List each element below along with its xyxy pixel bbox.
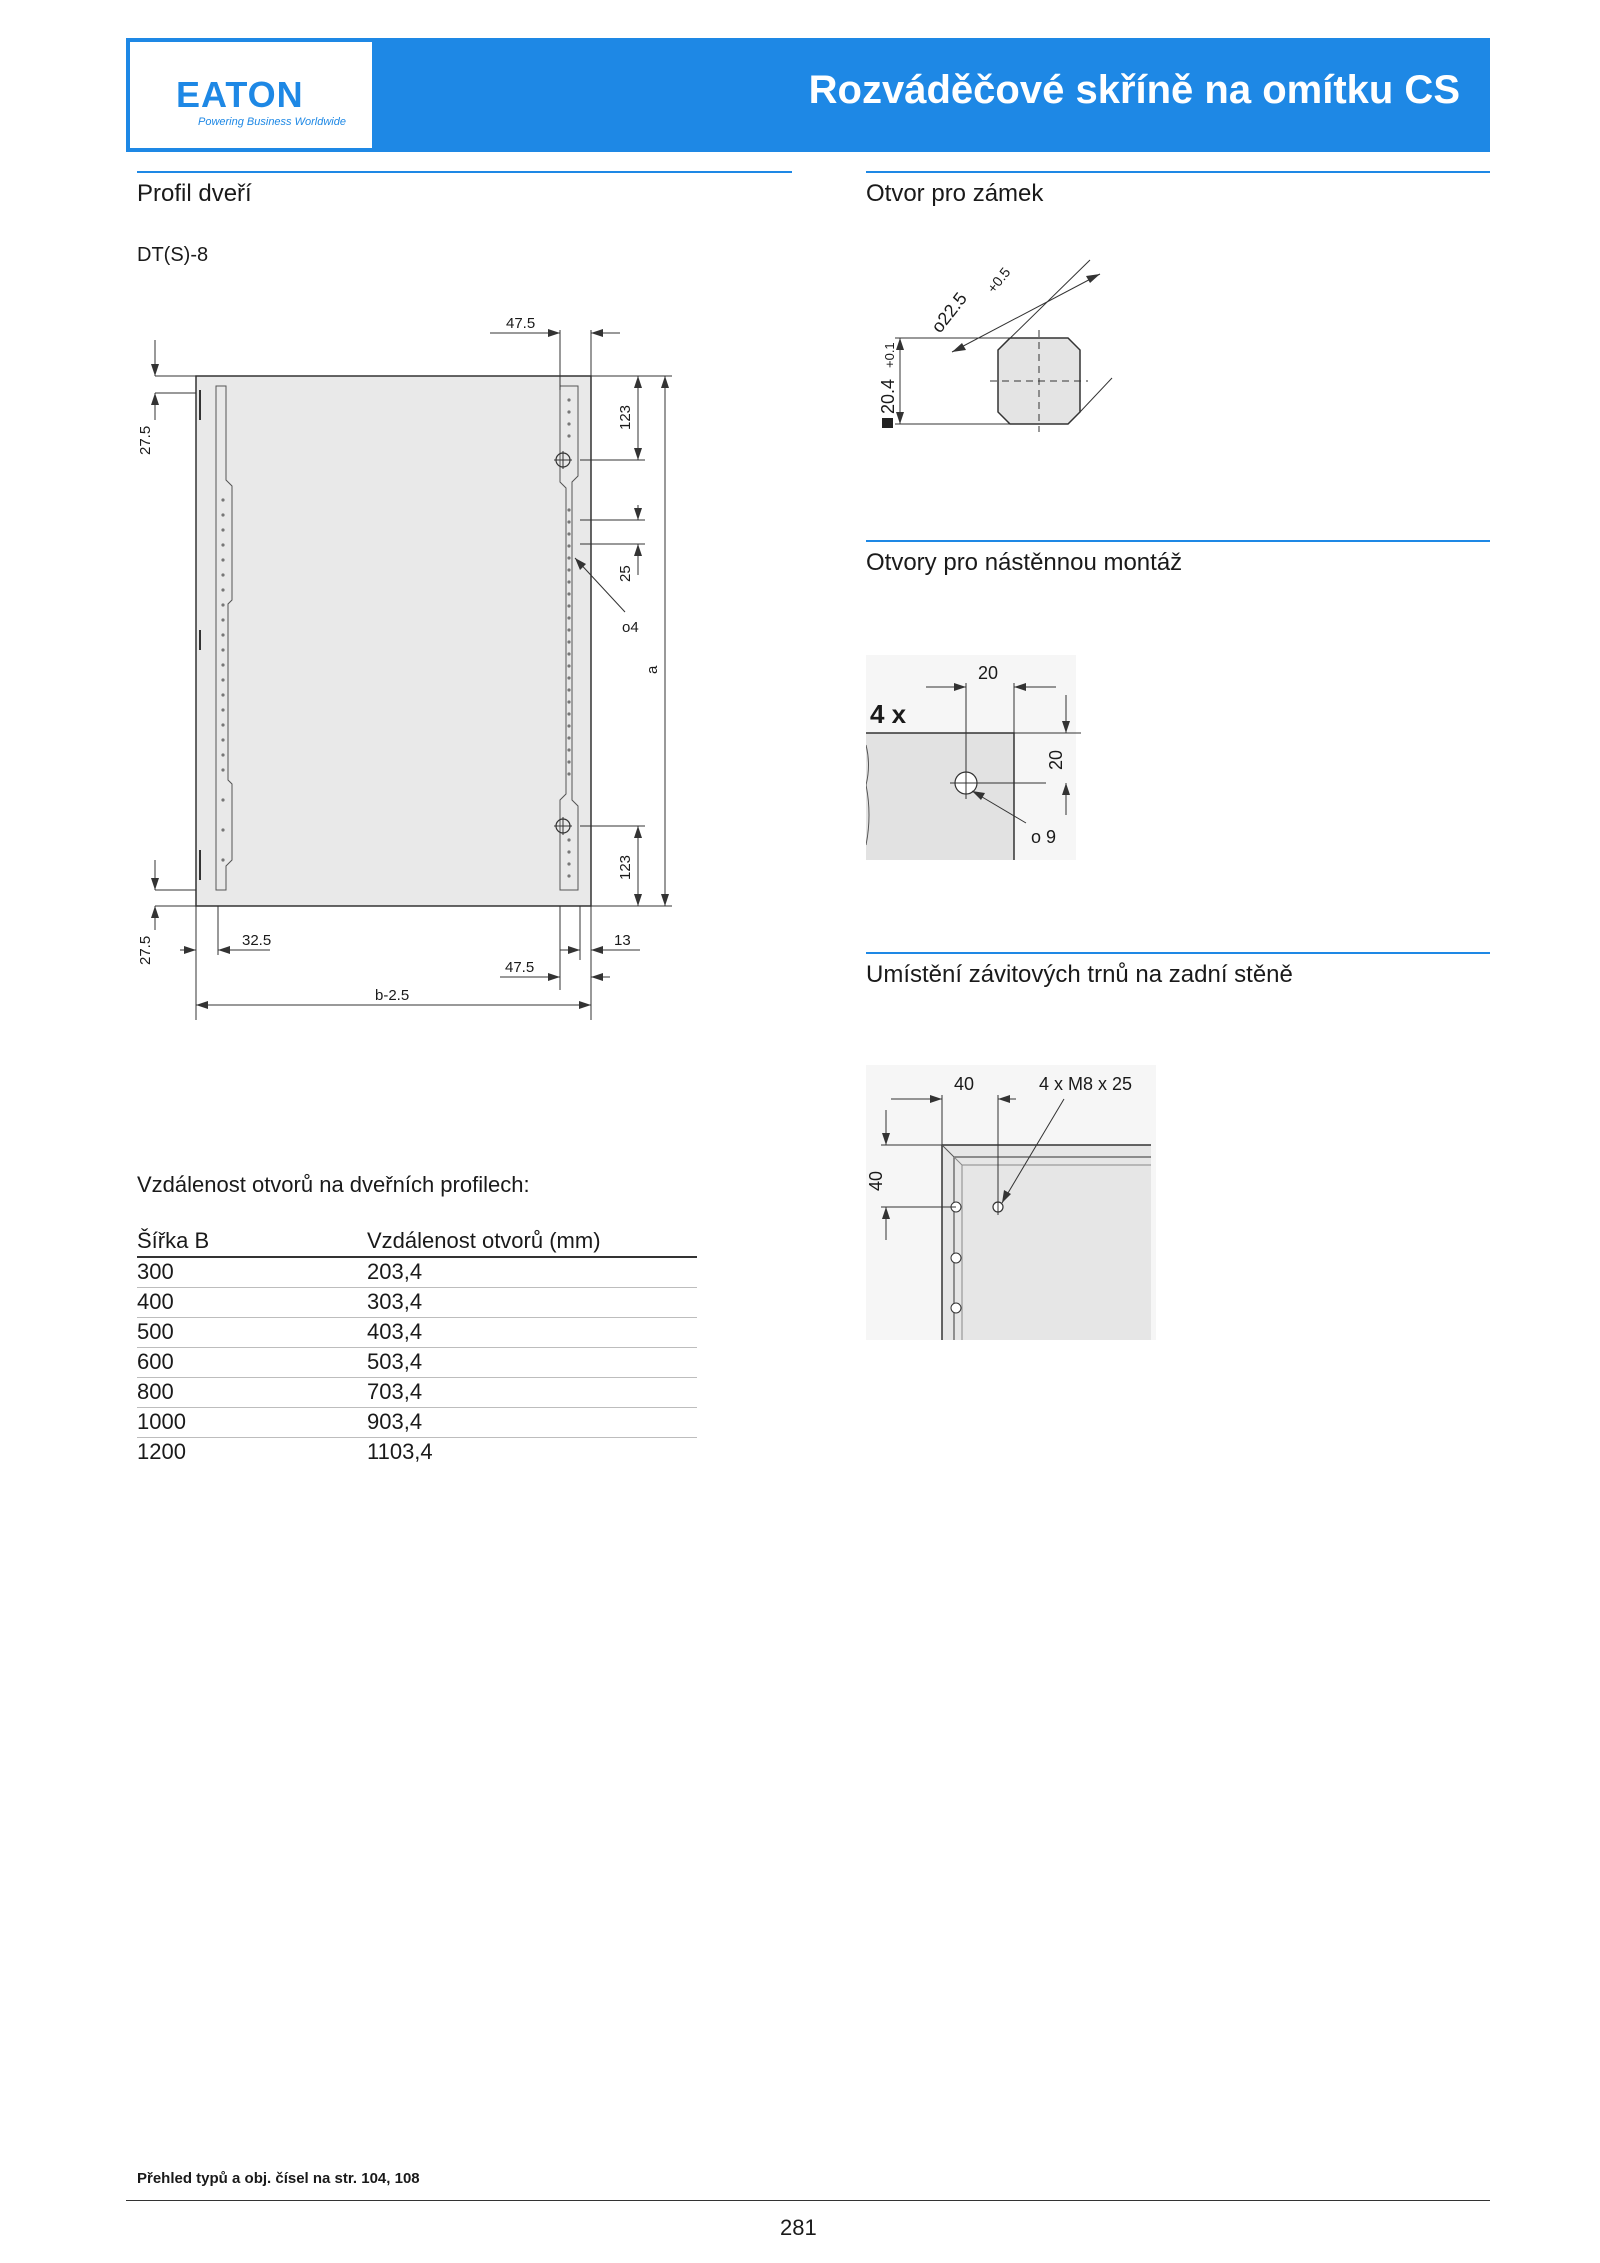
table-row <box>137 1378 697 1408</box>
dim-bottom-offset: 47.5 <box>505 959 535 976</box>
dim-left-lower: 27.5 <box>137 935 154 965</box>
lock-height: 20.4 <box>878 378 898 414</box>
hole-spacing-table <box>137 1228 697 1467</box>
page-title: Rozváděčové skříně na omítku CS <box>808 68 1460 112</box>
table-cell: 400 <box>137 1288 367 1318</box>
dim-height: a <box>644 665 661 674</box>
dim-right-edge: 13 <box>614 932 631 949</box>
table-cell: 503,4 <box>367 1348 697 1378</box>
table-cell: 800 <box>137 1378 367 1408</box>
dim-step: 25 <box>617 565 634 582</box>
table-row <box>137 1348 697 1378</box>
table-cell: 1200 <box>137 1439 186 1464</box>
wall-mount-drawing <box>866 655 1086 865</box>
page-header <box>126 38 1490 152</box>
dim-right-upper: 123 <box>617 404 634 430</box>
section-rule-wall-mount <box>866 540 1490 542</box>
door-profile-drawing <box>120 300 680 1020</box>
section-title-studs: Umístění závitových trnů na zadní stěně <box>866 961 1293 988</box>
dim-width: b-2.5 <box>375 987 410 1004</box>
eaton-logo <box>130 42 372 148</box>
footnote: Přehled typů a obj. čísel na str. 104, 108 <box>137 2170 420 2187</box>
door-profile-type: DT(S)-8 <box>137 244 209 266</box>
table-row <box>137 1288 697 1318</box>
table-header-row <box>137 1228 697 1257</box>
table-cell: 300 <box>137 1257 367 1288</box>
wall-mount-hole: o 9 <box>1031 827 1057 847</box>
section-title-lock: Otvor pro zámek <box>866 180 1044 207</box>
wall-mount-dim-h: 20 <box>978 663 999 683</box>
lock-diameter: o22.5 <box>927 288 971 337</box>
table-cell: 1000 <box>137 1408 367 1438</box>
column-header: Vzdálenost otvorů (mm) <box>367 1228 697 1257</box>
table-row <box>137 1318 697 1348</box>
wall-mount-dim-v: 20 <box>1046 749 1066 770</box>
footer-rule <box>126 2200 1490 2201</box>
wall-mount-count: 4 x <box>870 699 907 729</box>
table-cell: 500 <box>137 1318 367 1348</box>
table-cell: 203,4 <box>367 1257 697 1288</box>
table-cell: 600 <box>137 1348 367 1378</box>
lock-hole-drawing <box>860 250 1120 450</box>
page-number: 281 <box>780 2215 817 2240</box>
section-rule-lock <box>866 171 1490 173</box>
table-cell: 1103,4 <box>367 1439 433 1464</box>
studs-dim-h: 40 <box>954 1074 975 1094</box>
lock-height-tol: +0.1 <box>882 342 897 368</box>
dim-right-lower: 123 <box>617 854 634 880</box>
dim-left-inner: 32.5 <box>242 932 272 949</box>
studs-drawing <box>866 1065 1156 1345</box>
lock-diameter-tol: +0.5 <box>983 264 1014 296</box>
table-row <box>137 1408 697 1438</box>
dim-hole: o4 <box>622 619 639 636</box>
logo-tagline: Powering Business Worldwide <box>198 116 346 128</box>
hole-spacing-title: Vzdálenost otvorů na dveřních profilech: <box>137 1172 530 1197</box>
studs-label: 4 x M8 x 25 <box>1039 1074 1133 1094</box>
table-cell: 703,4 <box>367 1378 697 1408</box>
table-row <box>137 1257 697 1288</box>
section-title-door-profile: Profil dveří <box>137 180 252 207</box>
studs-dim-v: 40 <box>866 1170 886 1191</box>
section-rule-door-profile <box>137 171 792 173</box>
table-row <box>137 1438 697 1468</box>
column-header: Šířka B <box>137 1228 367 1257</box>
table-cell: 403,4 <box>367 1318 697 1348</box>
section-rule-studs <box>866 952 1490 954</box>
logo-wordmark: EATON <box>176 74 304 115</box>
table-cell: 303,4 <box>367 1288 697 1318</box>
section-title-wall-mount: Otvory pro nástěnnou montáž <box>866 549 1183 576</box>
dim-left-upper: 27.5 <box>137 425 154 455</box>
table-cell: 903,4 <box>367 1408 697 1438</box>
dim-top-offset: 47.5 <box>506 315 536 332</box>
